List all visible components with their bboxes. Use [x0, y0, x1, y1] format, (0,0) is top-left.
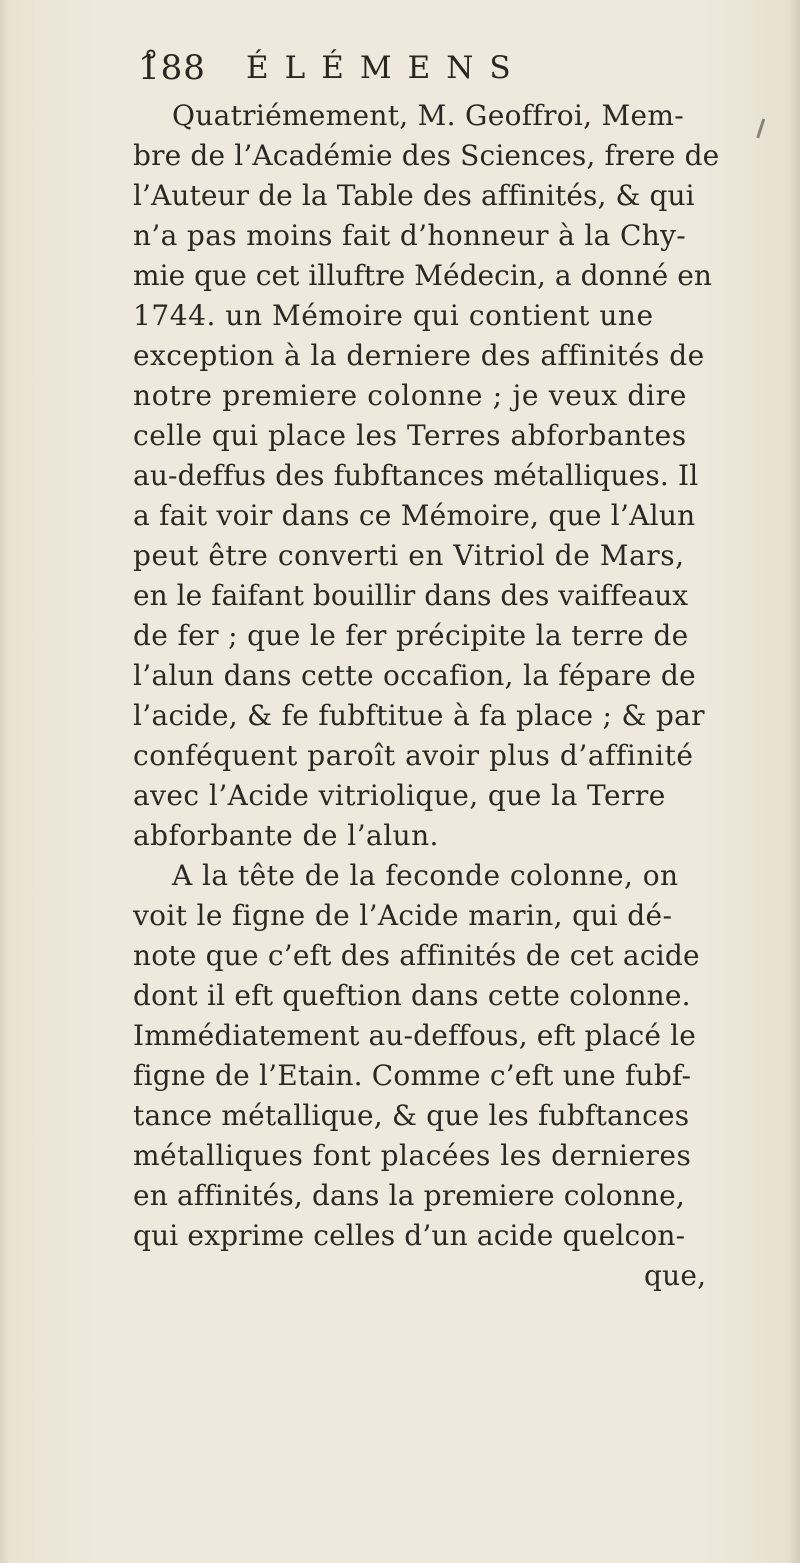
text-line: qui exprime celles d’un acide quelcon- — [133, 1219, 686, 1252]
text-line: en le faifant bouillir dans des vaiffeaux — [133, 579, 689, 612]
text-line: conféquent paroît avoir plus d’affinité — [133, 739, 694, 772]
text-line: 1744. un Mémoire qui contient une — [133, 299, 654, 332]
text-line: en affinités, dans la premiere colonne, — [133, 1179, 685, 1212]
text-line: A la tête de la feconde colonne, on — [172, 859, 679, 892]
text-line: de fer ; que le fer précipite la terre de — [133, 619, 689, 652]
text-line: Immédiatement au-deffous, eft placé le — [133, 1019, 696, 1052]
text-line: l’alun dans cette occafion, la fépare de — [133, 659, 696, 692]
text-line: n’a pas moins fait d’honneur à la Chy- — [133, 219, 687, 252]
page-header — [138, 48, 658, 88]
text-line: figne de l’Etain. Comme c’eft une fubf- — [133, 1059, 692, 1092]
page-right-shadow — [788, 0, 800, 1563]
running-head: ÉLÉMENS — [246, 50, 527, 86]
text-line: exception à la derniere des affinités de — [133, 339, 705, 372]
page-number: 1̊88 — [138, 48, 206, 88]
text-line: mie que cet illuftre Médecin, a donné en — [133, 259, 712, 292]
text-line: métalliques font placées les dernieres — [133, 1139, 692, 1172]
text-line: tance métallique, & que les fubftances — [133, 1099, 690, 1132]
text-line: abforbante de l’alun. — [133, 819, 439, 852]
text-line: avec l’Acide vitriolique, que la Terre — [133, 779, 666, 812]
text-line: celle qui place les Terres abforbantes — [133, 419, 687, 452]
page-left-shadow — [0, 0, 10, 1563]
text-line: notre premiere colonne ; je veux dire — [133, 379, 688, 412]
margin-mark — [756, 118, 775, 141]
text-line-catchword: que, — [644, 1259, 707, 1292]
text-line: au-deffus des fubftances métalliques. Il — [133, 459, 699, 492]
text-line: peut être converti en Vitriol de Mars, — [133, 539, 685, 572]
text-line: note que c’eft des affinités de cet acide — [133, 939, 700, 972]
text-line: l’acide, & fe fubftitue à fa place ; & par — [133, 699, 705, 732]
text-line: a fait voir dans ce Mémoire, que l’Alun — [133, 499, 696, 532]
text-line: bre de l’Académie des Sciences, frere de — [133, 139, 720, 172]
text-line: dont il eft queftion dans cette colonne. — [133, 979, 691, 1012]
text-line: l’Auteur de la Table des affinités, & qui — [133, 179, 695, 212]
text-line: Quatriémement, M. Geoffroi, Mem- — [172, 99, 685, 132]
text-line: voit le figne de l’Acide marin, qui dé- — [133, 899, 673, 932]
